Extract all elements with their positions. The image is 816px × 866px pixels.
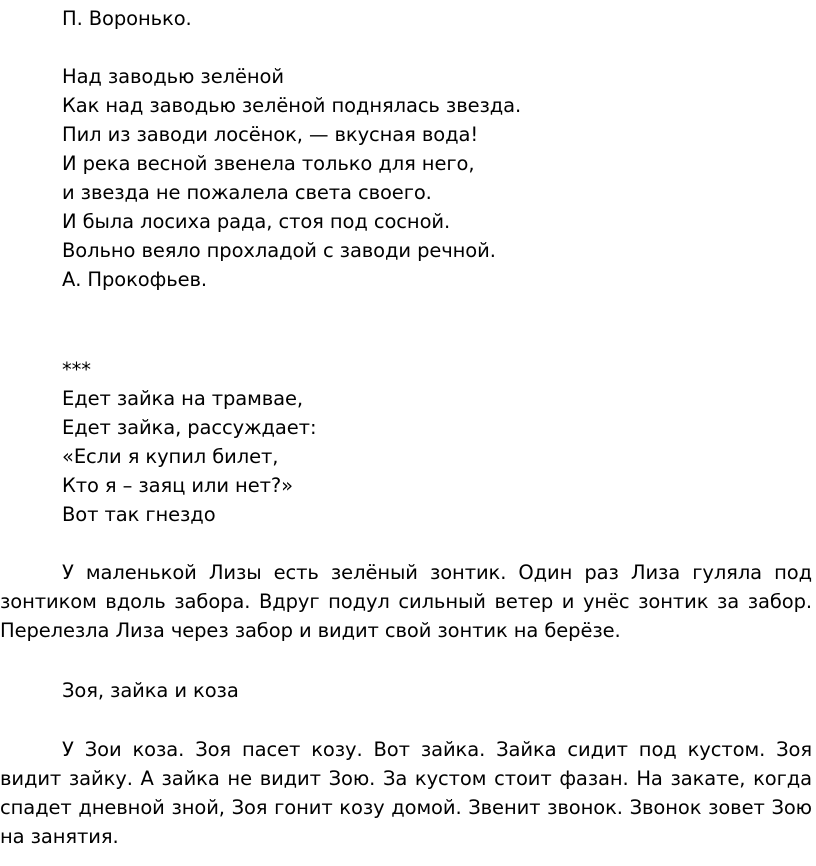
poem1-line: И была лосиха рада, стоя под сосной. [62,210,451,233]
poem2-separator: *** [62,358,91,381]
poem1-line: И река весной звенела только для него, [62,152,475,175]
poem1-line: Вольно веяло прохладой с заводи речной. [62,239,496,262]
poem1-title: Над заводью зелёной [62,65,284,88]
poem1-line: Как над заводью зелёной поднялась звезда. [62,94,522,117]
poem1-line: и звезда не пожалела света своего. [62,181,432,204]
story1-title: Вот так гнездо [62,503,216,526]
poem1-line: Пил из заводи лосёнок, — вкусная вода! [62,123,479,146]
poem1-author-top: П. Воронько. [62,7,192,30]
poem2-line: Едет зайка, рассуждает: [62,416,317,439]
poem2-line: Едет зайка на трамвае, [62,387,304,410]
story2-title: Зоя, зайка и коза [62,679,239,702]
story1-text: У маленькой Лизы есть зелёный зонтик. Один раз Лиза гуляла под зонтиком вдоль забора. Вдруг подул сильный ветер и унёс зонтик за забор. Перелезла Лиза через забор и видит свой зонтик на берёзе. [0,561,812,642]
poem2-line: Кто я – заяц или нет?» [62,474,293,497]
poem2-line: «Если я купил билет, [62,445,279,468]
poem1-author: А. Прокофьев. [62,268,207,291]
story2-text: У Зои коза. Зоя пасет козу. Вот зайка. Зайка сидит под кустом. Зоя видит зайку. А зайка не видит Зою. За кустом стоит фазан. На закате, когда спадет дневной зной, Зоя гонит козу домой. Звенит звонок. Звонок зовет Зою на занятия. [0,738,812,848]
